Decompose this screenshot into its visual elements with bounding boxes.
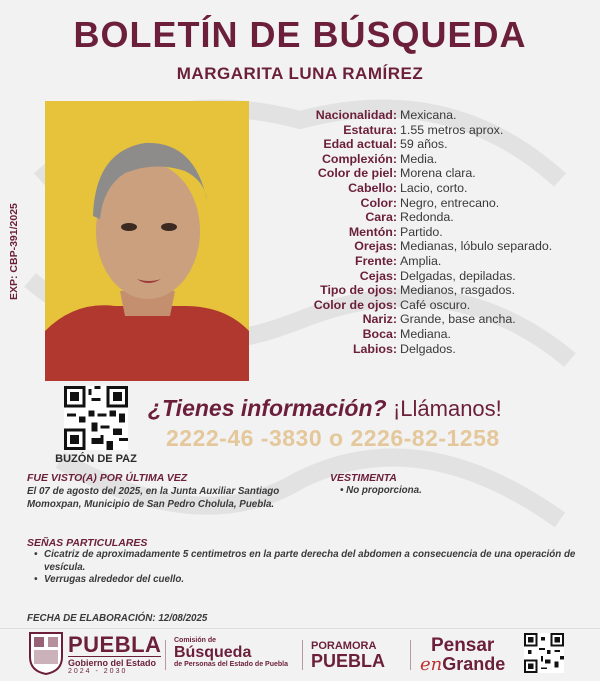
detail-row: Color de ojos: Café oscuro.: [313, 297, 471, 312]
last-seen-text: El 07 de agosto del 2025, en la Junta Auxiliar Santiago Momoxpan, Municipio de San Pedro Cholula, Puebla.: [27, 486, 280, 510]
comision-logo: Comisión de Búsqueda de Personas del Estado de Puebla: [174, 637, 288, 668]
missing-person-name: MARGARITA LUNA RAMÍREZ: [176, 64, 424, 83]
expediente-number: EXP: CBP-391/2025: [8, 203, 20, 300]
buzon-label: BUZÓN DE PAZ: [55, 453, 137, 465]
qr-code-icon[interactable]: [64, 386, 128, 450]
por-amor-logo: PORAMORA PUEBLA: [311, 640, 386, 671]
detail-row: Estatura: 1.55 metros aprox.: [343, 122, 504, 137]
marks-heading: SEÑAS PARTICULARES: [27, 537, 148, 549]
detail-row: Nariz: Grande, base ancha.: [362, 312, 516, 327]
divider: [165, 640, 166, 670]
detail-row: Color de piel: Morena clara.: [317, 166, 476, 181]
detail-row: Cara: Redonda.: [365, 210, 454, 225]
physical-details: [258, 108, 598, 356]
list-item: • Verrugas alrededor del cuello.: [32, 574, 592, 587]
clothing-text: • No proporciona.: [340, 485, 422, 496]
detail-row: Boca: Mediana.: [362, 326, 451, 341]
detail-row: Tipo de ojos: Medianos, rasgados.: [320, 283, 516, 298]
detail-row: Cejas: Delgadas, depiladas.: [359, 268, 516, 283]
detail-row: Complexión: Media.: [321, 151, 438, 166]
list-item: • Cicatriz de aproximadamente 5 centimetros en la parte derecha del abdomen a consecuencia de una operación de vesícula.: [32, 549, 592, 574]
detail-row: Edad actual: 59 años.: [323, 137, 448, 152]
detail-row: Orejas: Medianas, lóbulo separado.: [354, 239, 553, 254]
footer-qr-code-icon[interactable]: [524, 633, 564, 673]
elaboration-date: FECHA DE ELABORACIÓN: 12/08/2025: [27, 613, 208, 624]
divider: [410, 640, 411, 670]
detail-row: Frente: Amplia.: [355, 253, 442, 268]
clothing-heading: VESTIMENTA: [330, 472, 397, 484]
detail-row: Labios: Delgados.: [352, 341, 456, 356]
detail-row: Nacionalidad: Mexicana.: [315, 108, 457, 122]
divider: [302, 640, 303, 670]
person-photo: [45, 101, 249, 381]
detail-row: Mentón: Partido.: [348, 224, 443, 239]
detail-row: Cabello: Lacio, corto.: [348, 180, 468, 195]
phone-numbers[interactable]: 2222-46 -3830 o 2226-82-1258: [166, 425, 500, 451]
pensar-en-grande-logo: Pensar enGrande: [420, 635, 506, 675]
last-seen-heading: FUE VISTO(A) POR ÚLTIMA VEZ: [27, 472, 188, 484]
state-shield-icon: [28, 631, 64, 675]
gobierno-logo: PUEBLA Gobierno del Estado 2024 - 2030: [68, 632, 162, 675]
page-title: BOLETÍN DE BÚSQUEDA: [73, 14, 527, 55]
contact-question: ¿Tienes información? ¡Llámanos!: [148, 395, 502, 421]
marks-list: [32, 549, 592, 587]
detail-row: Color: Negro, entrecano.: [360, 195, 500, 210]
